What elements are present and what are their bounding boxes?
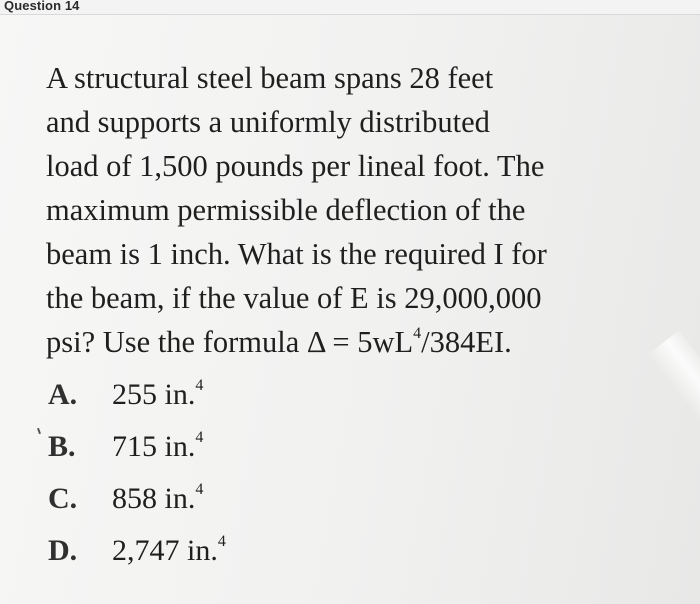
answer-choice-c[interactable]: [48, 482, 203, 522]
question-line: A structural steel beam spans 28 feet: [46, 61, 494, 95]
choice-exponent: 4: [195, 377, 204, 394]
choice-exponent: 4: [195, 429, 204, 446]
choice-letter: A.: [48, 378, 78, 411]
choice-exponent: 4: [195, 481, 204, 498]
choice-value: 255 in.$^4$: [112, 377, 204, 411]
formula-prefix: psi? Use the formula Δ = 5wL: [46, 325, 414, 359]
question-line: beam is 1 inch. What is the required I for: [46, 237, 547, 271]
screen-glare: [647, 330, 700, 449]
answer-choice-a[interactable]: [48, 378, 203, 418]
stray-mark: [37, 428, 41, 434]
choice-letter: C.: [48, 482, 78, 515]
question-line: load of 1,500 pounds per lineal foot. The: [46, 149, 545, 183]
formula-exponent: 4: [413, 324, 422, 342]
question-line: and supports a uniformly distributed: [46, 105, 490, 139]
choice-value: 715 in.$^4$: [112, 429, 204, 463]
choice-letter: B.: [48, 430, 76, 463]
question-header: [0, 0, 700, 15]
question-line: the beam, if the value of E is 29,000,000: [46, 281, 542, 315]
answer-choice-b[interactable]: [48, 430, 203, 470]
question-line-formula: [46, 320, 646, 364]
choice-letter: D.: [48, 534, 78, 567]
choice-exponent: 4: [217, 533, 226, 550]
question-stem: [46, 56, 646, 364]
choice-value: 2,747 in.$^4$: [112, 533, 226, 567]
formula-suffix: /384EI.: [421, 325, 512, 359]
question-line: maximum permissible deflection of the: [46, 193, 526, 227]
choice-value: 858 in.$^4$: [112, 481, 204, 515]
question-number-label: Question 14: [4, 0, 80, 13]
answer-choice-d[interactable]: [48, 534, 226, 574]
